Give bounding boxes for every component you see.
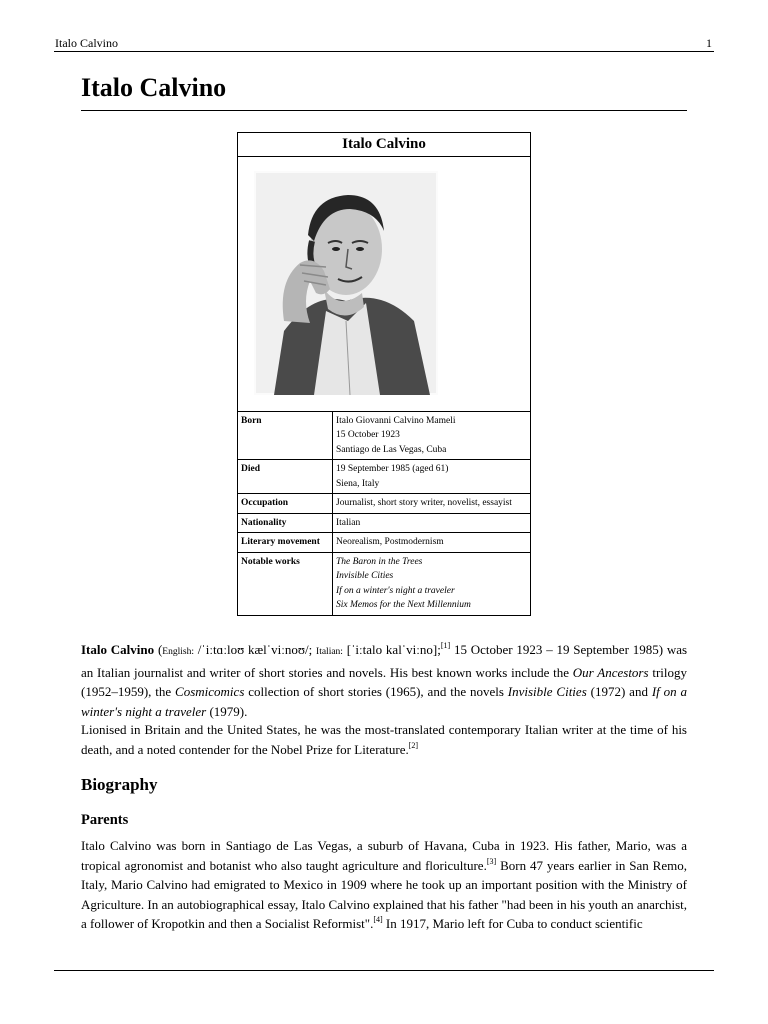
works-label: Notable works (238, 552, 333, 615)
reference-2-link[interactable]: [2] (408, 740, 419, 750)
biography-heading: Biography (81, 775, 158, 794)
parents-text-3: In 1917, Mario left for Cuba to conduct scientific (382, 916, 643, 931)
italian-label: Italian: (316, 647, 343, 657)
born-date: 15 October 1923 (336, 430, 400, 440)
reference-4-link[interactable]: [4] (373, 915, 383, 924)
intro-text-3: collection of short stories (1965), and the novels (244, 684, 508, 699)
parents-text-2: Born 47 years earlier in San Remo, Italy, Mario Calvino had emigrated to Mexico in 1909 where he took up an important position with the Ministry of Agriculture. In an autobiographical essay, Italo Calvino explained that his father "had been in his youth an anarchist, a follower of Kropotkin and then a Socialist Reformist". (81, 857, 687, 931)
infobox-row-died (238, 460, 531, 494)
nationality-value (333, 513, 531, 533)
intro-text-1: 15 October 1923 – 19 September 1985) was an Italian journalist and writer of short stories and novels. His best known works include the (81, 642, 688, 680)
died-label: Died (238, 460, 333, 494)
occupation-text: Journalist, short story writer, novelist, essayist (336, 498, 512, 508)
work-our-ancestors: Our Ancestors (572, 664, 649, 680)
movement-value (333, 533, 531, 553)
work-winters-night: If on a winter's night a traveler (336, 585, 455, 596)
title-divider (81, 110, 687, 111)
intro-subject: Italo Calvino (81, 642, 155, 657)
infobox-photo-cell (238, 156, 531, 411)
para2-text: Lionised in Britain and the United States, he was the most-translated contemporary Italian writer at the time of his death, and a noted contender for the Nobel Prize for Literature. (81, 722, 687, 757)
infobox-row-works (238, 552, 531, 615)
intro-text-5: (1979). (206, 703, 248, 719)
born-label: Born (238, 411, 333, 460)
intro-paragraph: Italo Calvino (English: /ˈiːtɑːloʊ kælˈviːnoʊ/; Italian: [ˈiːtalo kalˈviːno];[1] 15 October 1923 – 19 September 1985) was an Italian journalist and writer of short stories and novels. His best known works include the Our Ancestors trilogy (1952–1959), the Cosmicomics collection of short stories (1965), and the novels Invisible Cities (1972) and If on a winter's night a traveler (1979). (81, 641, 688, 719)
work-baron: The Baron in the Trees (336, 556, 423, 567)
work-cosmicomics: Cosmicomics (175, 684, 245, 699)
infobox (237, 132, 531, 616)
work-invisible-cities: Invisible Cities (336, 571, 394, 581)
reference-1-link[interactable]: [1] (440, 641, 451, 650)
work-winters-night-inline: If on a winter's night a traveler (81, 684, 687, 719)
nationality-label: Nationality (238, 513, 333, 533)
died-value (333, 460, 531, 494)
reference-3-link[interactable]: [3] (486, 856, 497, 866)
infobox-row-nationality (238, 513, 531, 533)
movement-text: Neorealism, Postmodernism (336, 537, 444, 547)
portrait-photo (254, 171, 438, 395)
occupation-label: Occupation (238, 494, 333, 514)
running-title: Italo Calvino (55, 36, 118, 50)
infobox-row-occupation (238, 494, 531, 514)
page-number: 1 (706, 36, 712, 50)
born-place: Santiago de Las Vegas, Cuba (336, 444, 447, 455)
died-date: 19 September 1985 (aged 61) (336, 464, 449, 474)
intro-text-4: (1972) and (586, 684, 652, 699)
born-name: Italo Giovanni Calvino Mameli (336, 415, 456, 426)
second-paragraph (81, 720, 687, 759)
parents-text-1: Italo Calvino was born in Santiago de Las Vegas, a suburb of Havana, Cuba in 1923. His father, Mario, was a tropical agronomist and botanist who also taught agriculture and floriculture. (81, 838, 687, 873)
works-value (333, 552, 531, 615)
infobox-caption: Italo Calvino (238, 133, 531, 157)
died-place: Siena, Italy (336, 478, 380, 489)
intro-text-2: trilogy (1952–1959), the (81, 664, 687, 699)
english-label: English: (162, 647, 194, 657)
occupation-value (333, 494, 531, 514)
work-six-memos: Six Memos for the Next Millennium (336, 600, 471, 610)
parents-heading: Parents (81, 812, 129, 828)
italian-pronunciation: [ˈiːtalo kalˈviːno]; (346, 642, 441, 657)
movement-label: Literary movement (238, 533, 333, 553)
infobox-row-movement (238, 533, 531, 553)
running-header (54, 34, 714, 52)
work-invisible-cities-inline: Invisible Cities (507, 684, 587, 699)
footer-divider (54, 970, 714, 971)
nationality-text: Italian (336, 517, 361, 528)
portrait-image (254, 171, 438, 395)
article-title: Italo Calvino (81, 73, 227, 102)
english-pronunciation: /ˈiːtɑːloʊ kælˈviːnoʊ/; (197, 642, 313, 657)
born-value (333, 411, 531, 460)
parents-paragraph (81, 836, 687, 934)
infobox-row-born (238, 411, 531, 460)
